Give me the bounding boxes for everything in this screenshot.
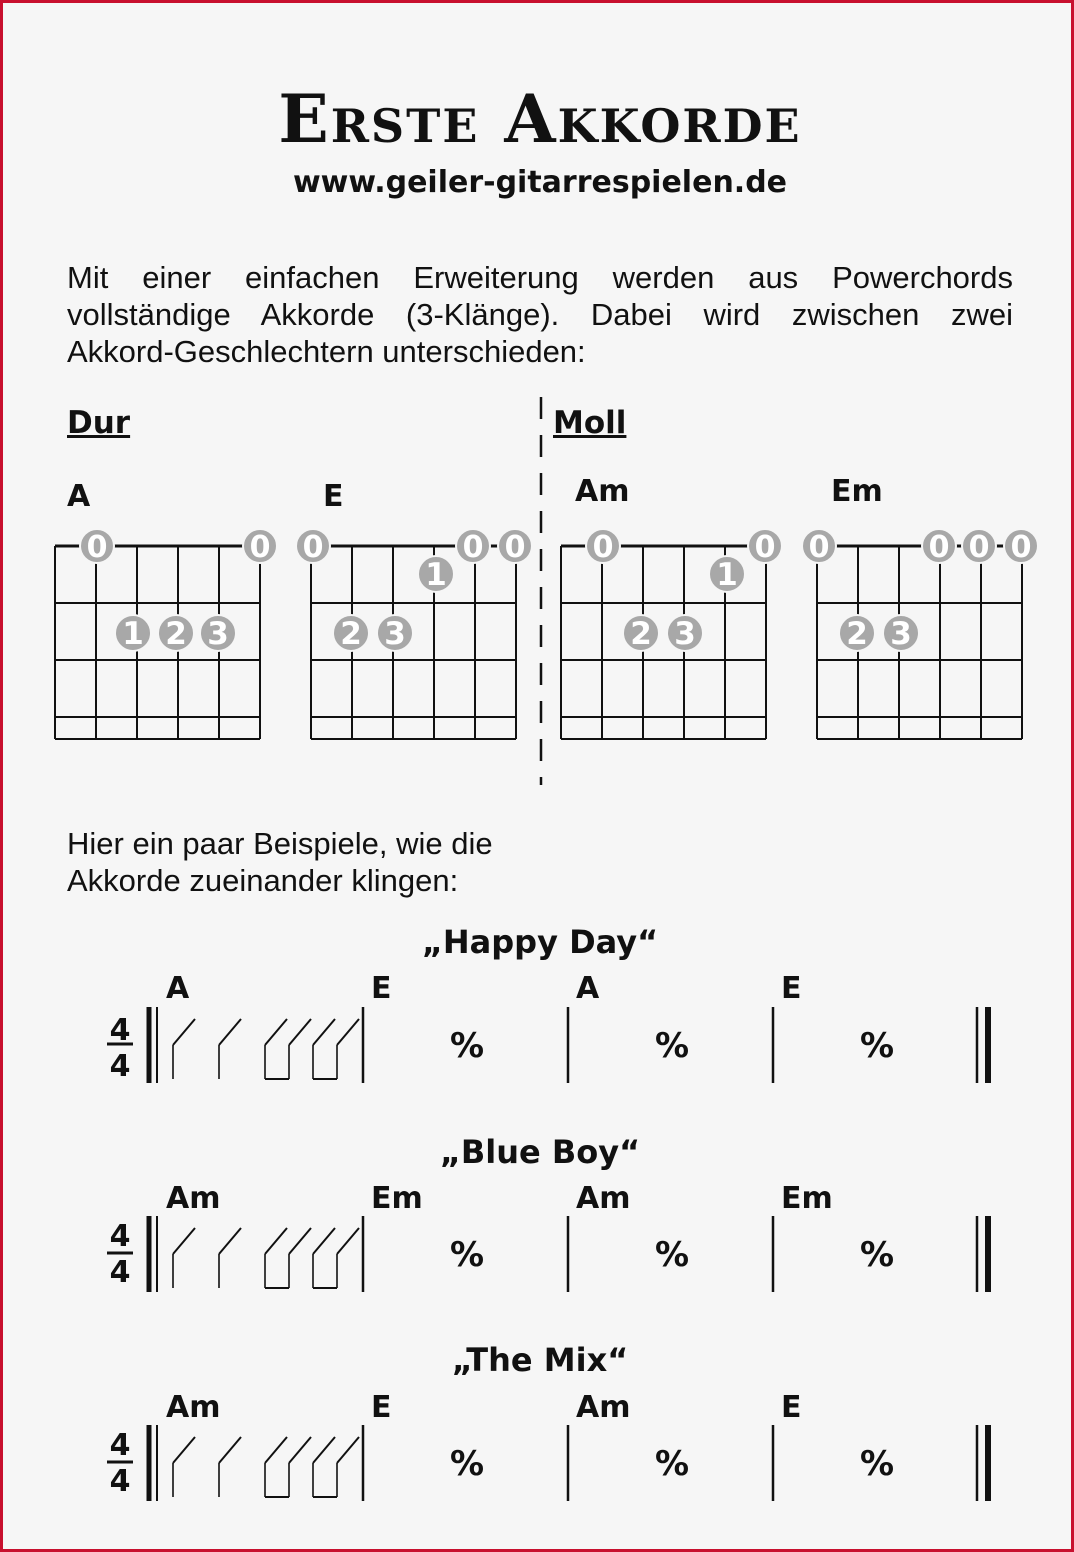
- slash-note: [173, 1019, 195, 1045]
- slash-note: [173, 1437, 195, 1463]
- repeat-bar-sign: %: [654, 1444, 690, 1484]
- slash-note: [265, 1019, 287, 1045]
- slash-note: [337, 1019, 359, 1045]
- slash-note: [289, 1019, 311, 1045]
- page-title: Erste Akkorde: [278, 80, 802, 158]
- time-signature-top: 4: [109, 1219, 131, 1254]
- finger-label: 1: [425, 557, 447, 593]
- time-signature-top: 4: [109, 1428, 131, 1463]
- bar-chord: Am: [166, 1390, 221, 1425]
- bar-chord: Em: [781, 1181, 833, 1216]
- finger-label: 1: [122, 616, 144, 652]
- repeat-bar-sign: %: [859, 1444, 895, 1484]
- open-string-label: 0: [1010, 530, 1032, 565]
- song-title-happy-day: „Happy Day“: [421, 923, 659, 961]
- song-title-the-mix: „The Mix“: [451, 1341, 629, 1379]
- bar-chord: E: [781, 971, 802, 1006]
- open-string-label: 0: [302, 530, 324, 565]
- repeat-bar-sign: %: [449, 1444, 485, 1484]
- time-signature-bottom: 4: [109, 1464, 131, 1499]
- repeat-bar-sign: %: [859, 1026, 895, 1066]
- slash-note: [219, 1019, 241, 1045]
- examples-line-1: Hier ein paar Beispiele, wie die: [67, 826, 493, 861]
- repeat-bar-sign: %: [449, 1026, 485, 1066]
- section-heading-major: Dur: [67, 405, 131, 441]
- slash-note: [219, 1228, 241, 1254]
- slash-note: [337, 1437, 359, 1463]
- finger-label: 2: [846, 616, 868, 652]
- bar-chord: Em: [371, 1181, 423, 1216]
- intro-line-2: vollständige Akkorde (3-Klänge). Dabei wird zwischen zwei: [67, 297, 1013, 332]
- slash-note: [173, 1228, 195, 1254]
- rhythm-notation: [3, 3, 1074, 1552]
- slash-note: [313, 1437, 335, 1463]
- repeat-bar-sign: %: [449, 1235, 485, 1275]
- repeat-bar-sign: %: [654, 1235, 690, 1275]
- open-string-label: 0: [249, 530, 271, 565]
- chord-name-am: Am: [575, 474, 630, 509]
- slash-note: [313, 1019, 335, 1045]
- bar-chord: Am: [166, 1181, 221, 1216]
- slash-note: [313, 1228, 335, 1254]
- finger-label: 2: [165, 616, 187, 652]
- song-staff-3: [107, 1425, 988, 1501]
- repeat-bar-sign: %: [654, 1026, 690, 1066]
- slash-note: [289, 1437, 311, 1463]
- bar-chord: A: [576, 971, 600, 1006]
- bar-chord: Am: [576, 1390, 631, 1425]
- open-string-label: 0: [86, 530, 108, 565]
- open-string-label: 0: [504, 530, 526, 565]
- bar-chord: E: [371, 1390, 392, 1425]
- open-string-label: 0: [968, 530, 990, 565]
- finger-label: 2: [630, 616, 652, 652]
- finger-label: 3: [384, 616, 406, 652]
- website-url: www.geiler-gitarrespielen.de: [292, 165, 788, 200]
- song-staff-2: [107, 1216, 988, 1292]
- chord-name-e: E: [323, 479, 344, 514]
- slash-note: [219, 1437, 241, 1463]
- bar-chord: Am: [576, 1181, 631, 1216]
- bar-chord: E: [781, 1390, 802, 1425]
- bar-chord: A: [166, 971, 190, 1006]
- examples-line-2: Akkorde zueinander klingen:: [67, 863, 459, 898]
- open-string-label: 0: [808, 530, 830, 565]
- open-string-label: 0: [754, 530, 776, 565]
- time-signature-bottom: 4: [109, 1255, 131, 1290]
- finger-label: 3: [890, 616, 912, 652]
- repeat-bar-sign: %: [859, 1235, 895, 1275]
- chord-name-a: A: [67, 479, 91, 514]
- slash-note: [289, 1228, 311, 1254]
- finger-label: 1: [716, 557, 738, 593]
- section-heading-minor: Moll: [553, 405, 627, 441]
- song-title-blue-boy: „Blue Boy“: [439, 1133, 641, 1171]
- open-string-label: 0: [592, 530, 614, 565]
- slash-note: [337, 1228, 359, 1254]
- slash-note: [265, 1437, 287, 1463]
- slash-note: [265, 1228, 287, 1254]
- bar-chord: E: [371, 971, 392, 1006]
- time-signature-bottom: 4: [109, 1049, 131, 1084]
- finger-label: 3: [207, 616, 229, 652]
- chord-name-em: Em: [831, 474, 883, 509]
- time-signature-top: 4: [109, 1013, 131, 1048]
- finger-label: 2: [340, 616, 362, 652]
- intro-line-3: Akkord-Geschlechtern unterschieden:: [67, 334, 586, 369]
- finger-label: 3: [674, 616, 696, 652]
- open-string-label: 0: [462, 530, 484, 565]
- intro-line-1: Mit einer einfachen Erweiterung werden aus Powerchords: [67, 260, 1013, 295]
- song-staff-1: [107, 1007, 988, 1083]
- open-string-label: 0: [928, 530, 950, 565]
